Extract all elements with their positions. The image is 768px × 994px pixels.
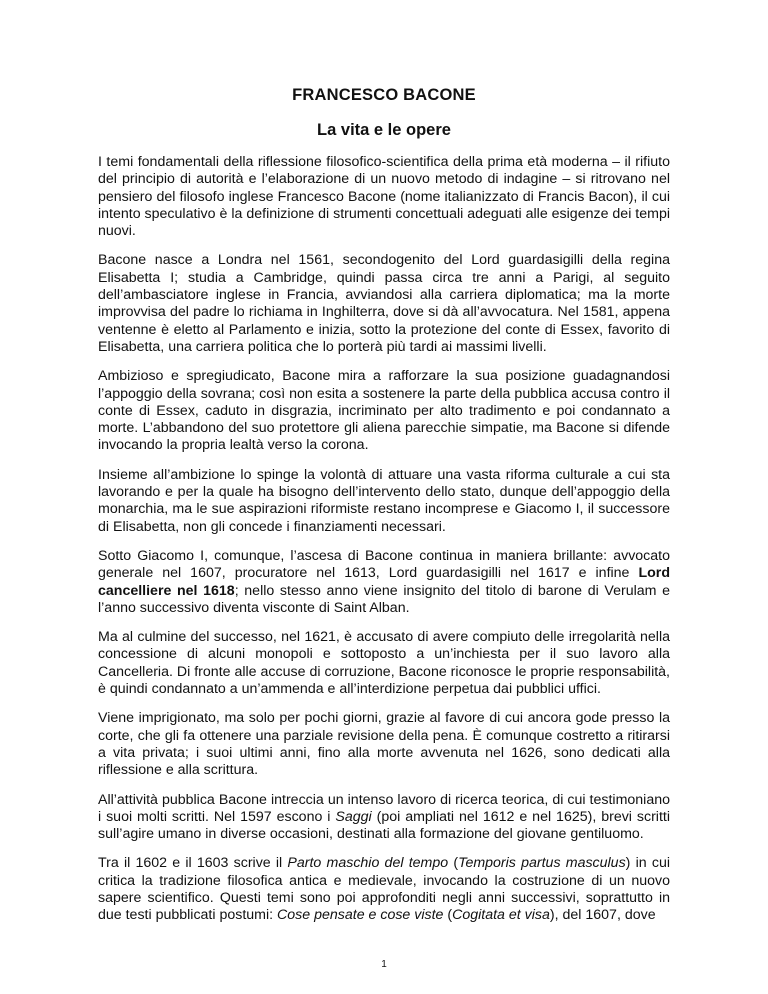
work-title-latin: Cogitata et visa (452, 907, 550, 924)
paragraph-9 (98, 855, 670, 924)
paragraph-text: ( (443, 907, 453, 924)
paragraph-6 (98, 629, 670, 698)
paragraph-2 (98, 252, 670, 356)
page-number: 1 (381, 959, 387, 970)
paragraph-text: Ambizioso e spregiudicato, Bacone mira a rafforzare la sua posizione guadagnandosi l’appoggio della sovrana; così non esita a sostenere la parte della pubblica accusa contro il conte di Essex, caduto in disgrazia, incriminato per alto tradimento e poi condannato a morte. L’abbandono del suo protettore gli aliena parecchie simpatie, ma Bacone si difende invocando la propria lealtà verso la corona. (98, 368, 670, 454)
paragraph-7 (98, 710, 670, 779)
paragraph-4 (98, 467, 670, 536)
paragraph-text: (poi ampliati nel 1612 e nel 1625), brevi scritti sull’agire umano in diverse occasioni, destinati alla formazione del giovane gentiluomo. (98, 808, 670, 843)
document-body (98, 154, 670, 937)
paragraph-text: All’attività pubblica Bacone intreccia un intenso lavoro di ricerca teorica, di cui testimoniano i suoi molti scritti. Nel 1597 escono i (98, 791, 670, 825)
paragraph-text: ), del 1607, dove (549, 907, 656, 924)
paragraph-text: ; nello stesso anno viene insignito del titolo di barone di Verulam e l’anno successivo diventa visconte di Saint Alban. (98, 582, 670, 616)
paragraph-text: Insieme all’ambizione lo spinge la volontà di attuare una vasta riforma culturale a cui sta lavorando e per la quale ha bisogno dell’intervento dello stato, dunque dell’appoggio della monarchia, ma le sue aspirazioni riformiste restano incomprese e Giacomo I, il successore di Elisabetta, non gli concede i finanziamenti necessari. (98, 466, 670, 535)
paragraph-text: Tra il 1602 e il 1603 scrive il (98, 855, 288, 872)
paragraph-text: I temi fondamentali della riflessione filosofico-scientifica della prima età moderna – il rifiuto del principio di autorità e l’elaborazione di un nuovo metodo di indagine – si ritrovano nel pensiero del filosofo inglese Francesco Bacone (nome italianizzato di Francis Bacon), il cui intento speculativo è la definizione di strumenti concettuali adeguati alle esigenze dei tempi nuovi. (98, 154, 670, 240)
document-title: FRANCESCO BACONE (292, 86, 476, 104)
work-title: Cose pensate e cose viste (277, 907, 444, 924)
paragraph-5 (98, 548, 670, 617)
work-title: Saggi (335, 808, 372, 825)
paragraph-text: Ma al culmine del successo, nel 1621, è accusato di avere compiuto delle irregolarità nella concessione di alcuni monopoli e sottoposto a un’inchiesta per il suo lavoro alla Cancelleria. Di fronte alle accuse di corruzione, Bacone riconosce le proprie responsabilità, è quindi condannato a un’ammenda e all’interdizione perpetua dai pubblici uffici. (98, 629, 670, 698)
paragraph-3 (98, 368, 670, 454)
paragraph-text: ) in cui critica la tradizione filosofica antica e medievale, invocando la costruzione di un nuovo sapere scientifico. Questi temi sono poi approfonditi negli anni successivi, soprattutto in due testi pubblicati postumi: (98, 855, 670, 924)
work-title-latin: Temporis partus masculus (458, 855, 626, 872)
paragraph-text: Sotto Giacomo I, comunque, l’ascesa di Bacone continua in maniera brillante: avvocato generale nel 1607, procuratore nel 1613, Lord guardasigilli nel 1617 e infine (98, 547, 670, 582)
paragraph-8 (98, 792, 670, 844)
work-title: Parto maschio del tempo (287, 855, 449, 872)
document-subtitle: La vita e le opere (317, 121, 451, 139)
paragraph-text: Bacone nasce a Londra nel 1561, secondogenito del Lord guardasigilli della regina Elisabetta I; studia a Cambridge, quindi passa circa tre anni a Parigi, al seguito dell’ambasciatore inglese in Francia, avviandosi alla carriera diplomatica; ma la morte improvvisa del padre lo richiama in Inghilterra, dove si dà all’avvocatura. Nel 1581, appena ventenne è eletto al Parlamento e inizia, sotto la protezione del conte di Essex, favorito di Elisabetta, una carriera politica che lo porterà più tardi ai massimi livelli. (98, 252, 670, 355)
paragraph-text: Viene imprigionato, ma solo per pochi giorni, grazie al favore di cui ancora gode presso la corte, che gli fa ottenere una parziale revisione della pena. È comunque costretto a ritirarsi a vita privata; i suoi ultimi anni, fino alla morte avvenuta nel 1626, sono dedicati alla riflessione e alla scrittura. (98, 710, 670, 779)
paragraph-1 (98, 154, 670, 240)
paragraph-text: ( (448, 855, 459, 872)
bold-emphasis: Lord cancelliere nel 1618 (98, 565, 670, 599)
